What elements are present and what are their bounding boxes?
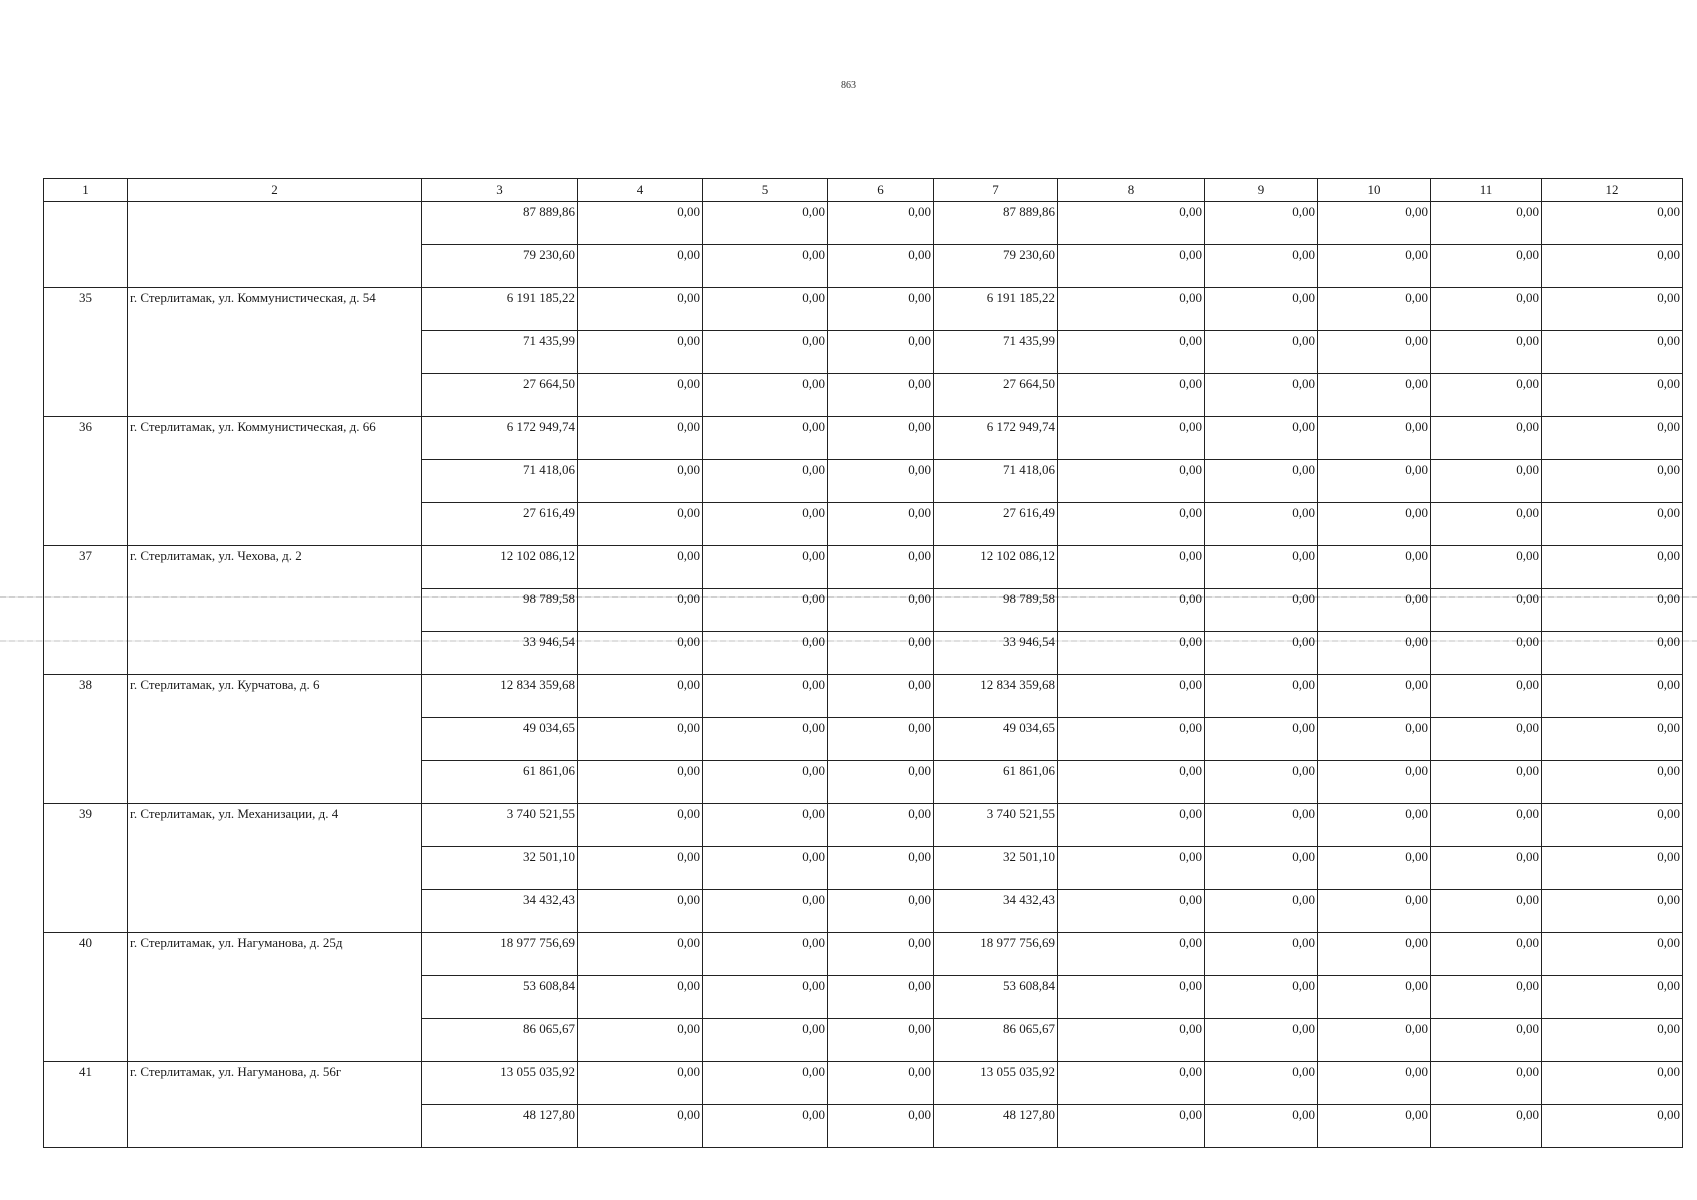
value-cell: 0,00	[1542, 460, 1683, 503]
value-cell: 0,00	[1431, 460, 1542, 503]
value-cell: 0,00	[1205, 202, 1318, 245]
value-cell: 0,00	[828, 417, 934, 460]
value-cell: 0,00	[1205, 718, 1318, 761]
value-cell: 0,00	[578, 675, 703, 718]
value-cell: 0,00	[1318, 718, 1431, 761]
value-cell: 0,00	[828, 589, 934, 632]
value-cell: 0,00	[1318, 1019, 1431, 1062]
value-cell: 0,00	[1318, 460, 1431, 503]
value-cell: 33 946,54	[422, 632, 578, 675]
value-cell: 0,00	[1542, 847, 1683, 890]
value-cell: 71 418,06	[934, 460, 1058, 503]
value-cell: 0,00	[703, 374, 828, 417]
value-cell: 0,00	[1318, 976, 1431, 1019]
value-cell: 0,00	[1058, 804, 1205, 847]
column-header: 1	[44, 179, 128, 202]
value-cell: 32 501,10	[422, 847, 578, 890]
value-cell: 0,00	[1058, 589, 1205, 632]
value-cell: 0,00	[1542, 374, 1683, 417]
value-cell: 0,00	[828, 718, 934, 761]
column-header: 4	[578, 179, 703, 202]
value-cell: 0,00	[828, 804, 934, 847]
value-cell: 0,00	[578, 718, 703, 761]
value-cell: 0,00	[828, 1062, 934, 1105]
value-cell: 0,00	[578, 804, 703, 847]
value-cell: 0,00	[828, 1105, 934, 1148]
value-cell: 0,00	[578, 589, 703, 632]
row-number-cell: 40	[44, 933, 128, 1062]
value-cell: 0,00	[578, 288, 703, 331]
value-cell: 0,00	[578, 933, 703, 976]
value-cell: 12 102 086,12	[422, 546, 578, 589]
value-cell: 0,00	[1318, 847, 1431, 890]
value-cell: 0,00	[1318, 288, 1431, 331]
row-number-cell: 41	[44, 1062, 128, 1148]
value-cell: 0,00	[1318, 331, 1431, 374]
address-cell: г. Стерлитамак, ул. Коммунистическая, д. 54	[128, 288, 422, 417]
value-cell: 0,00	[1318, 202, 1431, 245]
value-cell: 0,00	[1542, 675, 1683, 718]
value-cell: 0,00	[703, 890, 828, 933]
value-cell: 0,00	[828, 245, 934, 288]
address-cell: г. Стерлитамак, ул. Механизации, д. 4	[128, 804, 422, 933]
value-cell: 0,00	[578, 847, 703, 890]
value-cell: 6 191 185,22	[934, 288, 1058, 331]
value-cell: 0,00	[1431, 933, 1542, 976]
value-cell: 27 664,50	[934, 374, 1058, 417]
value-cell: 0,00	[1542, 589, 1683, 632]
value-cell: 0,00	[1058, 374, 1205, 417]
value-cell: 49 034,65	[422, 718, 578, 761]
value-cell: 0,00	[1431, 847, 1542, 890]
value-cell: 0,00	[1431, 718, 1542, 761]
value-cell: 0,00	[1542, 503, 1683, 546]
value-cell: 0,00	[1205, 1105, 1318, 1148]
value-cell: 0,00	[1058, 675, 1205, 718]
column-header: 11	[1431, 179, 1542, 202]
value-cell: 0,00	[1058, 847, 1205, 890]
value-cell: 0,00	[578, 417, 703, 460]
value-cell: 98 789,58	[934, 589, 1058, 632]
value-cell: 0,00	[1431, 761, 1542, 804]
value-cell: 0,00	[578, 976, 703, 1019]
value-cell: 0,00	[1058, 288, 1205, 331]
value-cell: 87 889,86	[422, 202, 578, 245]
value-cell: 0,00	[1318, 503, 1431, 546]
table-row	[44, 202, 1683, 245]
value-cell: 0,00	[1205, 804, 1318, 847]
column-header: 6	[828, 179, 934, 202]
value-cell: 0,00	[1205, 1062, 1318, 1105]
value-cell: 0,00	[578, 245, 703, 288]
value-cell: 0,00	[1318, 589, 1431, 632]
value-cell: 0,00	[1431, 417, 1542, 460]
document-table	[43, 178, 1683, 1148]
table-row	[44, 675, 1683, 718]
row-number-cell: 36	[44, 417, 128, 546]
value-cell: 0,00	[1318, 632, 1431, 675]
value-cell: 0,00	[828, 288, 934, 331]
value-cell: 0,00	[1205, 245, 1318, 288]
address-cell: г. Стерлитамак, ул. Нагуманова, д. 25д	[128, 933, 422, 1062]
value-cell: 0,00	[1542, 976, 1683, 1019]
value-cell: 0,00	[828, 460, 934, 503]
value-cell: 0,00	[828, 632, 934, 675]
value-cell: 0,00	[1205, 675, 1318, 718]
address-cell: г. Стерлитамак, ул. Курчатова, д. 6	[128, 675, 422, 804]
value-cell: 0,00	[703, 1062, 828, 1105]
value-cell: 61 861,06	[934, 761, 1058, 804]
value-cell: 0,00	[703, 804, 828, 847]
value-cell: 0,00	[1542, 288, 1683, 331]
column-number-row	[44, 179, 1683, 202]
value-cell: 0,00	[1318, 374, 1431, 417]
value-cell: 0,00	[1318, 1105, 1431, 1148]
value-cell: 0,00	[578, 374, 703, 417]
value-cell: 0,00	[1431, 1062, 1542, 1105]
value-cell: 27 664,50	[422, 374, 578, 417]
address-cell: г. Стерлитамак, ул. Нагуманова, д. 56г	[128, 1062, 422, 1148]
value-cell: 0,00	[703, 632, 828, 675]
column-header: 12	[1542, 179, 1683, 202]
value-cell: 0,00	[1205, 933, 1318, 976]
column-header: 7	[934, 179, 1058, 202]
value-cell: 0,00	[1431, 546, 1542, 589]
value-cell: 0,00	[1318, 890, 1431, 933]
value-cell: 6 172 949,74	[934, 417, 1058, 460]
value-cell: 0,00	[1058, 632, 1205, 675]
value-cell: 0,00	[828, 374, 934, 417]
value-cell: 0,00	[578, 503, 703, 546]
value-cell: 0,00	[1205, 1019, 1318, 1062]
value-cell: 32 501,10	[934, 847, 1058, 890]
value-cell: 0,00	[1318, 245, 1431, 288]
column-header: 3	[422, 179, 578, 202]
value-cell: 0,00	[1058, 417, 1205, 460]
value-cell: 27 616,49	[934, 503, 1058, 546]
row-number-cell: 39	[44, 804, 128, 933]
value-cell: 12 102 086,12	[934, 546, 1058, 589]
value-cell: 0,00	[703, 847, 828, 890]
value-cell: 0,00	[1205, 546, 1318, 589]
value-cell: 0,00	[578, 890, 703, 933]
value-cell: 0,00	[828, 1019, 934, 1062]
value-cell: 0,00	[1431, 1019, 1542, 1062]
value-cell: 0,00	[1431, 1105, 1542, 1148]
value-cell: 0,00	[578, 1019, 703, 1062]
value-cell: 0,00	[703, 503, 828, 546]
column-header: 8	[1058, 179, 1205, 202]
value-cell: 0,00	[1542, 804, 1683, 847]
value-cell: 0,00	[1431, 202, 1542, 245]
table-row	[44, 804, 1683, 847]
value-cell: 0,00	[703, 718, 828, 761]
value-cell: 0,00	[1205, 632, 1318, 675]
value-cell: 0,00	[1205, 417, 1318, 460]
table-row	[44, 1062, 1683, 1105]
value-cell: 0,00	[1542, 933, 1683, 976]
value-cell: 0,00	[703, 331, 828, 374]
value-cell: 0,00	[1542, 417, 1683, 460]
value-cell: 13 055 035,92	[422, 1062, 578, 1105]
value-cell: 12 834 359,68	[934, 675, 1058, 718]
value-cell: 0,00	[828, 890, 934, 933]
value-cell: 34 432,43	[422, 890, 578, 933]
table-body	[44, 202, 1683, 1148]
value-cell: 0,00	[578, 546, 703, 589]
value-cell: 0,00	[1431, 331, 1542, 374]
value-cell: 0,00	[1058, 718, 1205, 761]
value-cell: 0,00	[1542, 890, 1683, 933]
value-cell: 0,00	[1542, 632, 1683, 675]
value-cell: 0,00	[1058, 202, 1205, 245]
value-cell: 0,00	[1058, 1105, 1205, 1148]
value-cell: 86 065,67	[422, 1019, 578, 1062]
value-cell: 0,00	[1431, 675, 1542, 718]
row-number-cell: 37	[44, 546, 128, 675]
value-cell: 3 740 521,55	[934, 804, 1058, 847]
value-cell: 0,00	[1058, 976, 1205, 1019]
value-cell: 71 418,06	[422, 460, 578, 503]
value-cell: 0,00	[703, 288, 828, 331]
column-header: 2	[128, 179, 422, 202]
value-cell: 0,00	[1542, 546, 1683, 589]
value-cell: 0,00	[1205, 503, 1318, 546]
value-cell: 0,00	[1318, 675, 1431, 718]
value-cell: 6 191 185,22	[422, 288, 578, 331]
value-cell: 71 435,99	[934, 331, 1058, 374]
value-cell: 3 740 521,55	[422, 804, 578, 847]
value-cell: 0,00	[828, 933, 934, 976]
value-cell: 18 977 756,69	[934, 933, 1058, 976]
value-cell: 0,00	[703, 675, 828, 718]
value-cell: 0,00	[1318, 417, 1431, 460]
value-cell: 0,00	[703, 460, 828, 503]
value-cell: 0,00	[1431, 374, 1542, 417]
value-cell: 0,00	[828, 202, 934, 245]
value-cell: 6 172 949,74	[422, 417, 578, 460]
value-cell: 0,00	[1058, 761, 1205, 804]
value-cell: 0,00	[1058, 1019, 1205, 1062]
value-cell: 0,00	[578, 331, 703, 374]
value-cell: 49 034,65	[934, 718, 1058, 761]
value-cell: 0,00	[1205, 374, 1318, 417]
value-cell: 0,00	[1542, 1019, 1683, 1062]
value-cell: 0,00	[703, 245, 828, 288]
value-cell: 0,00	[1318, 546, 1431, 589]
value-cell: 53 608,84	[934, 976, 1058, 1019]
value-cell: 0,00	[828, 847, 934, 890]
value-cell: 0,00	[828, 761, 934, 804]
column-header: 9	[1205, 179, 1318, 202]
page-number: 863	[841, 80, 856, 91]
value-cell: 0,00	[1542, 718, 1683, 761]
value-cell: 0,00	[703, 1105, 828, 1148]
row-number-cell: 38	[44, 675, 128, 804]
value-cell: 0,00	[1205, 589, 1318, 632]
value-cell: 0,00	[703, 589, 828, 632]
table-row	[44, 546, 1683, 589]
value-cell: 48 127,80	[422, 1105, 578, 1148]
value-cell: 0,00	[1542, 1105, 1683, 1148]
value-cell: 0,00	[1542, 245, 1683, 288]
value-cell: 48 127,80	[934, 1105, 1058, 1148]
value-cell: 0,00	[703, 546, 828, 589]
value-cell: 34 432,43	[934, 890, 1058, 933]
value-cell: 0,00	[1058, 503, 1205, 546]
value-cell: 0,00	[1431, 245, 1542, 288]
address-cell: г. Стерлитамак, ул. Чехова, д. 2	[128, 546, 422, 675]
value-cell: 0,00	[1205, 288, 1318, 331]
value-cell: 12 834 359,68	[422, 675, 578, 718]
value-cell: 0,00	[1431, 976, 1542, 1019]
value-cell: 0,00	[1431, 589, 1542, 632]
column-header: 5	[703, 179, 828, 202]
value-cell: 0,00	[828, 503, 934, 546]
value-cell: 0,00	[578, 460, 703, 503]
row-number-cell: 35	[44, 288, 128, 417]
value-cell: 53 608,84	[422, 976, 578, 1019]
value-cell: 71 435,99	[422, 331, 578, 374]
value-cell: 13 055 035,92	[934, 1062, 1058, 1105]
value-cell: 0,00	[828, 675, 934, 718]
address-cell: г. Стерлитамак, ул. Коммунистическая, д. 66	[128, 417, 422, 546]
value-cell: 18 977 756,69	[422, 933, 578, 976]
value-cell: 0,00	[703, 417, 828, 460]
value-cell: 0,00	[1205, 331, 1318, 374]
address-cell	[128, 202, 422, 288]
value-cell: 0,00	[578, 1105, 703, 1148]
value-cell: 0,00	[703, 933, 828, 976]
value-cell: 0,00	[828, 331, 934, 374]
value-cell: 27 616,49	[422, 503, 578, 546]
value-cell: 0,00	[578, 1062, 703, 1105]
value-cell: 86 065,67	[934, 1019, 1058, 1062]
value-cell: 0,00	[1205, 761, 1318, 804]
value-cell: 0,00	[1058, 933, 1205, 976]
table-row	[44, 417, 1683, 460]
value-cell: 0,00	[1058, 245, 1205, 288]
value-cell: 0,00	[1542, 202, 1683, 245]
value-cell: 0,00	[703, 202, 828, 245]
value-cell: 0,00	[1431, 288, 1542, 331]
value-cell: 61 861,06	[422, 761, 578, 804]
value-cell: 0,00	[703, 976, 828, 1019]
value-cell: 0,00	[1058, 890, 1205, 933]
table-row	[44, 933, 1683, 976]
value-cell: 0,00	[578, 202, 703, 245]
value-cell: 0,00	[703, 761, 828, 804]
value-cell: 0,00	[1205, 460, 1318, 503]
column-header: 10	[1318, 179, 1431, 202]
value-cell: 0,00	[1058, 331, 1205, 374]
value-cell: 0,00	[1431, 632, 1542, 675]
value-cell: 0,00	[1205, 976, 1318, 1019]
value-cell: 79 230,60	[422, 245, 578, 288]
value-cell: 0,00	[1058, 460, 1205, 503]
value-cell: 98 789,58	[422, 589, 578, 632]
value-cell: 0,00	[1318, 1062, 1431, 1105]
value-cell: 0,00	[1058, 546, 1205, 589]
value-cell: 0,00	[1205, 890, 1318, 933]
value-cell: 79 230,60	[934, 245, 1058, 288]
value-cell: 0,00	[1318, 933, 1431, 976]
value-cell: 0,00	[1542, 761, 1683, 804]
value-cell: 87 889,86	[934, 202, 1058, 245]
value-cell: 33 946,54	[934, 632, 1058, 675]
value-cell: 0,00	[1205, 847, 1318, 890]
value-cell: 0,00	[828, 976, 934, 1019]
value-cell: 0,00	[1542, 1062, 1683, 1105]
value-cell: 0,00	[578, 632, 703, 675]
value-cell: 0,00	[1431, 804, 1542, 847]
table-row	[44, 288, 1683, 331]
value-cell: 0,00	[578, 761, 703, 804]
value-cell: 0,00	[1058, 1062, 1205, 1105]
row-number-cell	[44, 202, 128, 288]
value-cell: 0,00	[1318, 761, 1431, 804]
value-cell: 0,00	[828, 546, 934, 589]
value-cell: 0,00	[1431, 503, 1542, 546]
value-cell: 0,00	[1542, 331, 1683, 374]
value-cell: 0,00	[703, 1019, 828, 1062]
value-cell: 0,00	[1431, 890, 1542, 933]
value-cell: 0,00	[1318, 804, 1431, 847]
